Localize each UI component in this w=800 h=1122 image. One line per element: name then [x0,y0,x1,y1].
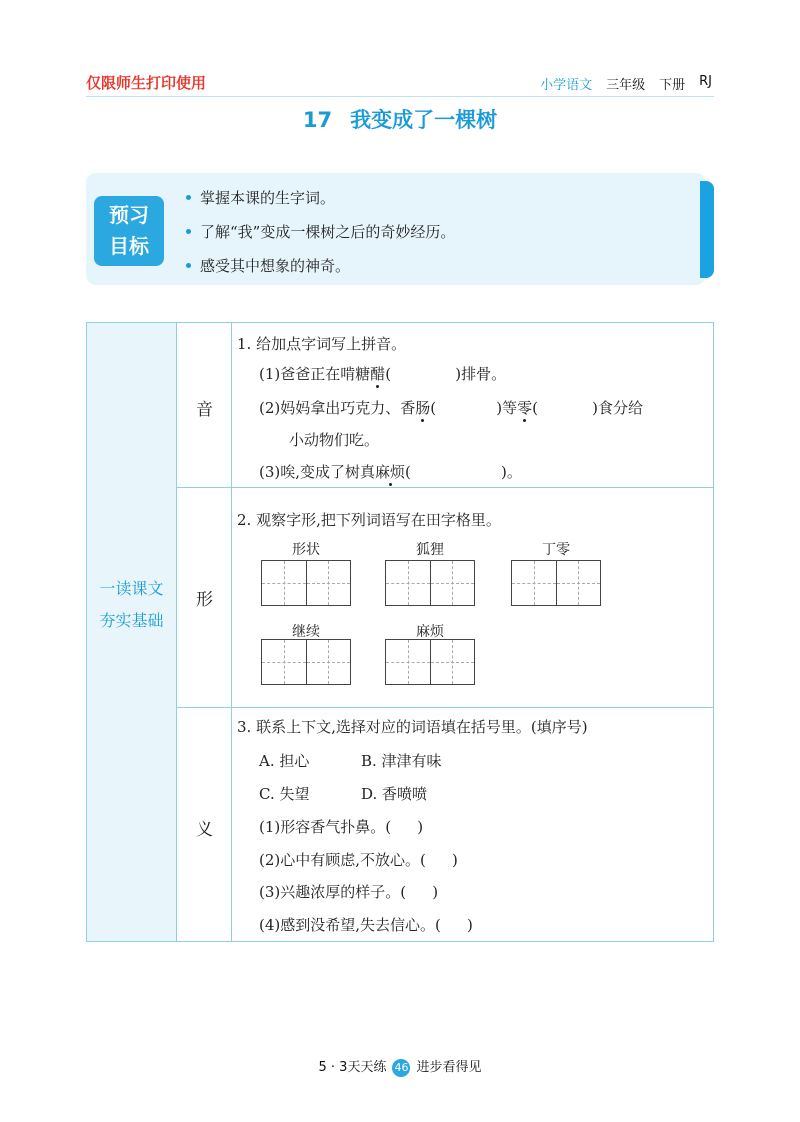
row-divider [177,707,713,708]
item-text: (2)心中有顾虑,不放心。 [259,851,421,869]
tianzige-grid[interactable] [511,560,601,606]
word-label: 狐狸 [416,542,444,558]
answer-blank[interactable]: ( [385,818,392,836]
dotted-char: 肠 [415,399,431,417]
tianzige-grid[interactable] [261,639,351,685]
question-1-item-2-cont: 小动物们吃。 [289,431,380,449]
series-name: 5 · 3天天练 [318,1060,387,1075]
question-3-item: (1)形容香气扑鼻。( ) [259,818,424,836]
print-notice: 仅限师生打印使用 [86,74,207,92]
subject-label: 小学语文 [540,78,593,93]
preview-goals-tag [94,196,164,266]
lesson-number: 17 [302,108,333,132]
category-meaning: 义 [196,820,213,840]
edition-label: RJ [699,74,712,89]
preview-goals-edge [700,181,714,278]
lesson-name: 我变成了一棵树 [350,108,498,132]
item-text: 等 [502,399,518,417]
lesson-title [0,104,800,134]
question-1-item-3: (3)唉,变成了树真麻烦( )。 [259,463,522,481]
footer-slogan: 进步看得见 [416,1060,482,1075]
answer-blank[interactable]: ( [532,399,539,417]
option-d: D. 香喷喷 [361,785,428,803]
preview-goals-list [186,183,455,285]
row-divider [177,487,713,488]
dotted-word: 麻烦 [375,463,406,481]
question-2-title: 2. 观察字形,把下列词语写在田字格里。 [237,511,501,529]
option-c: C. 失望 [259,785,310,803]
question-3-item: (3)兴趣浓厚的样子。( ) [259,883,439,901]
option-a: A. 担心 [259,752,310,770]
item-text: 。 [506,463,522,481]
section-label-line-1: 一读课文 [99,579,164,598]
tianzige-grid[interactable] [385,560,475,606]
answer-blank[interactable]: ( [385,365,392,383]
goal-item: 掌握本课的生字词。 [186,183,455,217]
section-label [87,573,176,637]
answer-blank[interactable]: ( [400,883,407,901]
item-text: (3)兴趣浓厚的样子。 [259,883,401,901]
book-info [540,74,712,93]
answer-blank[interactable]: ( [405,463,411,481]
question-3-title: 3. 联系上下文,选择对应的词语填在括号里。(填序号) [237,718,588,736]
question-1-title: 1. 给加点字词写上拼音。 [237,335,407,353]
category-shape: 形 [196,590,213,610]
answer-blank[interactable]: ( [430,399,437,417]
grade-label: 三年级 [606,78,646,93]
tag-line-2: 目标 [109,234,149,258]
tag-line-1: 预习 [109,203,149,227]
item-text: 排骨。 [461,365,507,383]
question-1-item-2: (2)妈妈拿出巧克力、香肠( )等零( )食分给 [259,399,644,417]
question-3-item: (2)心中有顾虑,不放心。( ) [259,851,458,869]
page-footer [0,1056,800,1077]
item-text: (1)形容香气扑鼻。 [259,818,386,836]
word-label: 继续 [292,624,320,640]
dotted-char: 醋 [370,365,386,383]
word-label: 丁零 [542,542,570,558]
volume-label: 下册 [659,78,686,93]
answer-blank[interactable]: ( [420,851,426,869]
tianzige-grid[interactable] [385,639,475,685]
exercise-table [86,322,714,942]
answer-blank[interactable]: ( [435,916,441,934]
word-label: 形状 [292,542,320,558]
header-divider [86,96,714,97]
question-1-item-1: (1)爸爸正在啃糖醋( )排骨。 [259,365,507,383]
question-3-item: (4)感到没希望,失去信心。( ) [259,916,473,934]
item-text: (1)爸爸正在啃糖 [259,365,371,383]
option-b: B. 津津有味 [361,752,442,770]
goal-item: 了解“我”变成一棵树之后的奇妙经历。 [186,217,455,251]
section-label-column [87,323,177,941]
dotted-char: 零 [517,399,533,417]
section-label-line-2: 夯实基础 [99,611,164,630]
category-sound: 音 [196,400,213,420]
page-number: 46 [392,1059,410,1077]
item-text: (2)妈妈拿出巧克力、香 [259,399,416,417]
goal-item: 感受其中想象的神奇。 [186,251,455,285]
word-label: 麻烦 [416,624,444,640]
tianzige-grid[interactable] [261,560,351,606]
item-text: 食分给 [598,399,644,417]
item-text: (4)感到没希望,失去信心。 [259,916,436,934]
item-text: (3)唉,变成了树真 [259,463,376,481]
